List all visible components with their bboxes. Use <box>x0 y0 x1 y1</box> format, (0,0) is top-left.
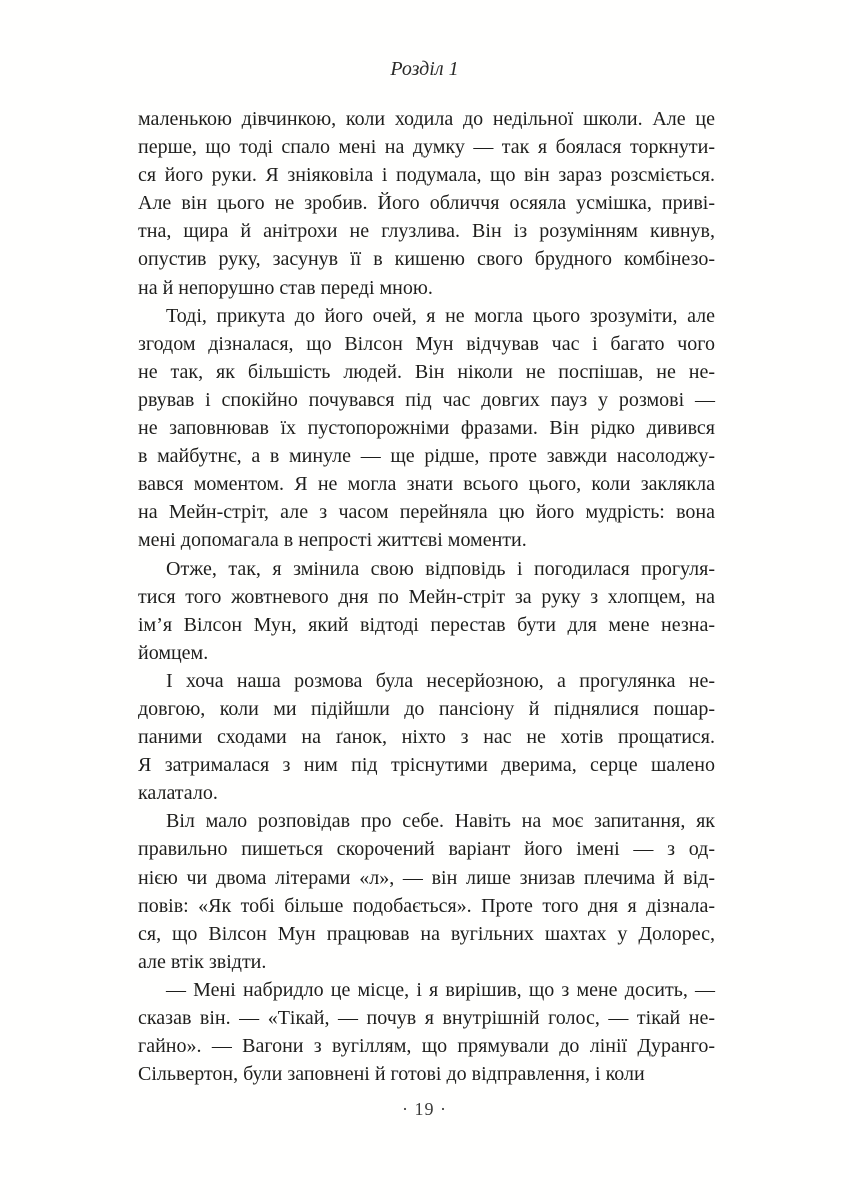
text-line: на Мейн-стріт, але з часом перейняла цю його мудрість: вона <box>138 501 715 524</box>
text-line: правильно пишеться скорочений варіант його імені — з од- <box>138 838 715 861</box>
text-line: тна, щира й анітрохи не глузлива. Він із розумінням кивнув, <box>138 220 715 243</box>
text-line: мені допомагала в непрості життєві моменти. <box>138 529 527 552</box>
text-line: вався моментом. Я не могла знати всього цього, коли заклякла <box>138 473 715 496</box>
paragraph <box>138 555 715 667</box>
text-line: Але він цього не зробив. Його обличчя осяяла усмішка, приві- <box>138 192 715 215</box>
text-line: Тоді, прикута до його очей, я не могла цього зрозуміти, але <box>166 304 715 327</box>
text-line: Я затрималася з ним під тріснутими дверима, серце шалено <box>138 754 715 777</box>
paragraph <box>138 105 715 302</box>
paragraph <box>138 976 715 1088</box>
text-line: не так, як більшість людей. Він ніколи не поспішав, не не- <box>138 360 715 383</box>
text-line: довгою, коли ми підійшли до пансіону й піднялися пошар- <box>138 697 715 720</box>
text-line: на й непорушно став переді мною. <box>138 276 433 299</box>
text-line: йомцем. <box>138 641 209 664</box>
text-line: Отже, так, я змінила свою відповідь і погодилася прогуля- <box>166 557 715 580</box>
text-line: гайно». — Вагони з вугіллям, що прямували до лінії Дуранго- <box>138 1035 715 1058</box>
text-line: — Мені набридло це місце, і я вирішив, що з мене досить, — <box>166 978 715 1001</box>
text-line: не заповнював їх пустопорожніми фразами. Він рідко дивився <box>138 417 715 440</box>
chapter-header: Розділ 1 <box>390 58 459 80</box>
text-line: ся, що Вілсон Мун працював на вугільних шахтах у Долорес, <box>138 922 715 945</box>
text-line: маленькою дівчинкою, коли ходила до недільної школи. Але це <box>138 108 715 130</box>
paragraph <box>138 807 715 976</box>
text-line: перше, що тоді спало мені на думку — так я боялася торкнути- <box>138 136 715 159</box>
text-line: тися того жовтневого дня по Мейн-стріт за руку з хлопцем, на <box>138 585 715 608</box>
text-line: калатало. <box>138 782 218 805</box>
text-line: нією чи двома літерами «л», — він лише знизав плечима й від- <box>138 866 715 889</box>
text-line: сказав він. — «Тікай, — почув я внутрішній голос, — тікай не- <box>138 1007 715 1029</box>
text-line: Віл мало розповідав про себе. Навіть на моє запитання, як <box>166 810 715 833</box>
paragraph <box>138 302 715 555</box>
text-line: Сільвертон, були заповнені й готові до відправлення, і коли <box>138 1063 645 1086</box>
text-line: в майбутнє, а в минуле — ще рідше, проте завжди насолоджу- <box>138 445 715 468</box>
text-line: рвував і спокійно почувався під час довгих пауз у розмові — <box>138 388 715 411</box>
text-line: паними сходами на ґанок, ніхто з нас не хотів прощатися. <box>138 726 715 749</box>
text-line: повів: «Як тобі більше подобається». Проте того дня я дізнала- <box>138 894 715 917</box>
text-line: але втік звідти. <box>138 950 267 973</box>
page-number: · 19 · <box>402 1099 447 1119</box>
paragraph <box>138 667 715 807</box>
text-line: згодом дізналася, що Вілсон Мун відчував час і багато чого <box>138 332 715 355</box>
text-line: І хоча наша розмова була несерйозною, а прогулянка не- <box>166 669 715 692</box>
text-line: опустив руку, засунув її в кишеню свого брудного комбінезо- <box>138 248 715 271</box>
text-line: ім’я Вілсон Мун, який відтоді перестав бути для мене незна- <box>138 613 715 636</box>
body-text <box>138 105 715 1088</box>
text-line: ся його руки. Я зніяковіла і подумала, що він зараз розсміється. <box>138 164 715 187</box>
